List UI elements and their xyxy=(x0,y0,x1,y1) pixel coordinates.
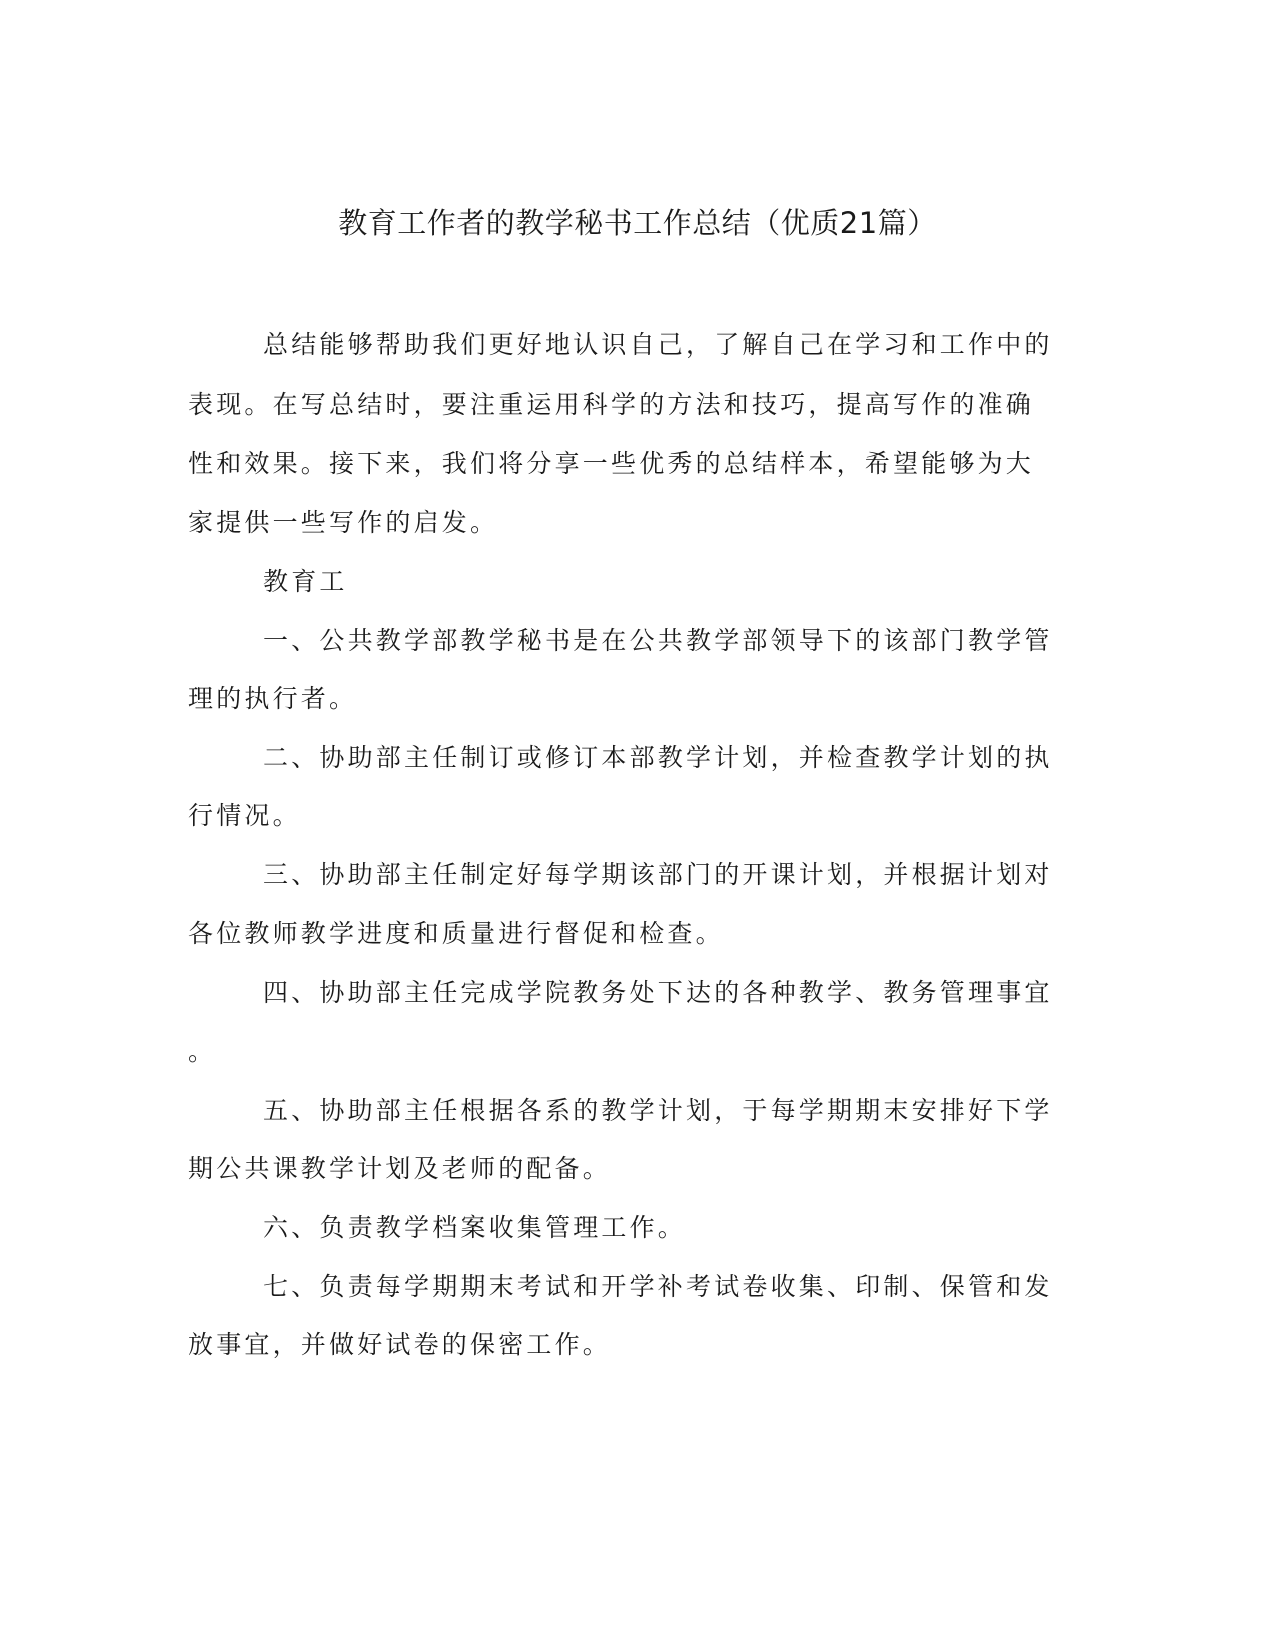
paragraph-line: 二、协助部主任制订或修订本部教学计划，并检查教学计划的执 xyxy=(263,743,1053,772)
paragraph-line: 性和效果。接下来，我们将分享一些优秀的总结样本，希望能够为大 xyxy=(188,449,1035,478)
paragraph-line: 表现。在写总结时，要注重运用科学的方法和技巧，提高写作的准确 xyxy=(188,390,1035,419)
paragraph-line: 七、负责每学期期末考试和开学补考试卷收集、印制、保管和发 xyxy=(263,1272,1053,1301)
paragraph-line: 一、公共教学部教学秘书是在公共教学部领导下的该部门教学管 xyxy=(263,626,1053,655)
paragraph-line: 放事宜，并做好试卷的保密工作。 xyxy=(188,1330,612,1359)
paragraph-line: 期公共课教学计划及老师的配备。 xyxy=(188,1154,612,1183)
paragraph-line: 教育工 xyxy=(263,567,348,596)
paragraph-line: 家提供一些写作的启发。 xyxy=(188,508,499,537)
paragraph-line: 理的执行者。 xyxy=(188,684,358,713)
paragraph-line: 总结能够帮助我们更好地认识自己，了解自己在学习和工作中的 xyxy=(263,330,1053,359)
paragraph-line: 各位教师教学进度和质量进行督促和检查。 xyxy=(188,919,724,948)
paragraph-line: 。 xyxy=(188,1037,217,1066)
paragraph-line: 六、负责教学档案收集管理工作。 xyxy=(263,1213,687,1242)
paragraph-line: 三、协助部主任制定好每学期该部门的开课计划，并根据计划对 xyxy=(263,860,1053,889)
paragraph-line: 行情况。 xyxy=(188,801,301,830)
paragraph-line: 四、协助部主任完成学院教务处下达的各种教学、教务管理事宜 xyxy=(263,978,1053,1007)
document-title: 教育工作者的教学秘书工作总结（优质21篇） xyxy=(338,206,937,240)
paragraph-line: 五、协助部主任根据各系的教学计划，于每学期期末安排好下学 xyxy=(263,1096,1053,1125)
